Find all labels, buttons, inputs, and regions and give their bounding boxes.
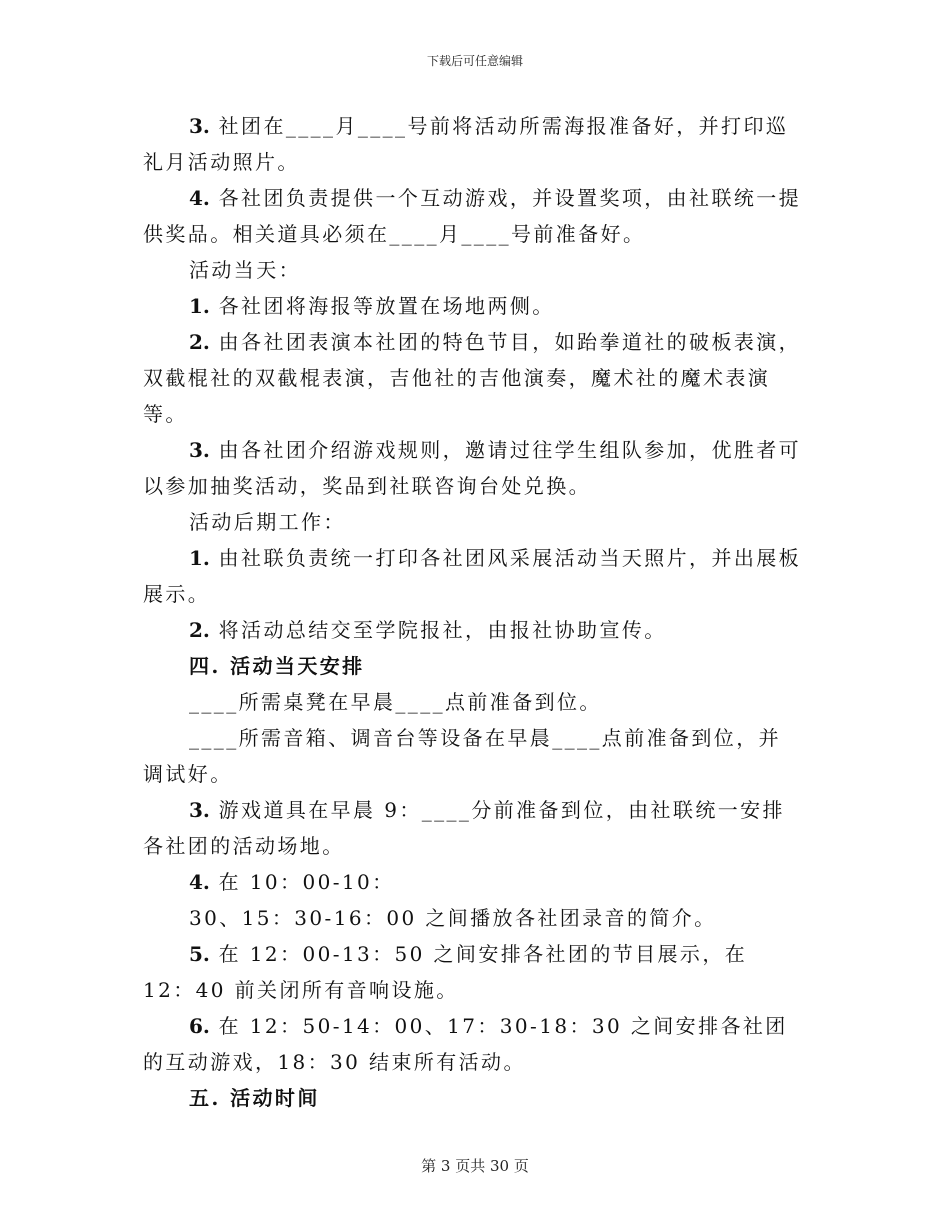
section-heading: 五. 活动时间 — [189, 1086, 320, 1110]
page-footer: 第 3 页共 30 页 — [421, 1157, 529, 1175]
section-heading: 四. 活动当天安排 — [189, 654, 365, 678]
page-header: 下载后可任意编辑 — [426, 54, 523, 68]
paragraph: 4. 各社团负责提供一个互动游戏，并设置奖项，由社联统一提供奖品。相关道具必须在____月____号前准备好。 — [143, 186, 802, 246]
paragraph: 1. 由社联负责统一打印各社团风采展活动当天照片，并出展板展示。 — [143, 546, 802, 606]
paragraph: 2. 由各社团表演本社团的特色节目，如跆拳道社的破板表演，双截棍社的双截棍表演，吉他社的吉他演奏，魔术社的魔术表演等。 — [143, 330, 802, 426]
paragraph: 2. 将活动总结交至学院报社，由报社协助宣传。 — [189, 618, 667, 642]
paragraph: 3. 游戏道具在早晨 9：____分前准备到位，由社联统一安排各社团的活动场地。 — [143, 798, 785, 858]
paragraph: 活动当天： — [189, 258, 301, 282]
paragraph: 30、15：30-16：00 之间播放各社团录音的简介。 — [189, 906, 717, 930]
paragraph: 3. 社团在____月____号前将活动所需海报准备好，并打印巡礼月活动照片。 — [143, 114, 789, 174]
paragraph: ____所需音箱、调音台等设备在早晨____点前准备到位，并调试好。 — [143, 726, 781, 786]
document-body — [143, 108, 803, 1116]
paragraph: 3. 由各社团介绍游戏规则，邀请过往学生组队参加，优胜者可以参加抽奖活动，奖品到社联咨询台处兑换。 — [143, 438, 802, 498]
paragraph: 活动后期工作： — [189, 510, 346, 534]
paragraph: 1. 各社团将海报等放置在场地两侧。 — [189, 294, 555, 318]
paragraph: ____所需桌凳在早晨____点前准备到位。 — [189, 690, 602, 714]
paragraph: 5. 在 12：00-13：50 之间安排各社团的节目展示，在 12：40 前关闭所有音响设施。 — [143, 942, 748, 1002]
paragraph: 6. 在 12：50-14：00、17：30-18：30 之间安排各社团的互动游戏，18：30 结束所有活动。 — [143, 1014, 788, 1074]
paragraph: 4. 在 10：00-10： — [189, 870, 395, 894]
